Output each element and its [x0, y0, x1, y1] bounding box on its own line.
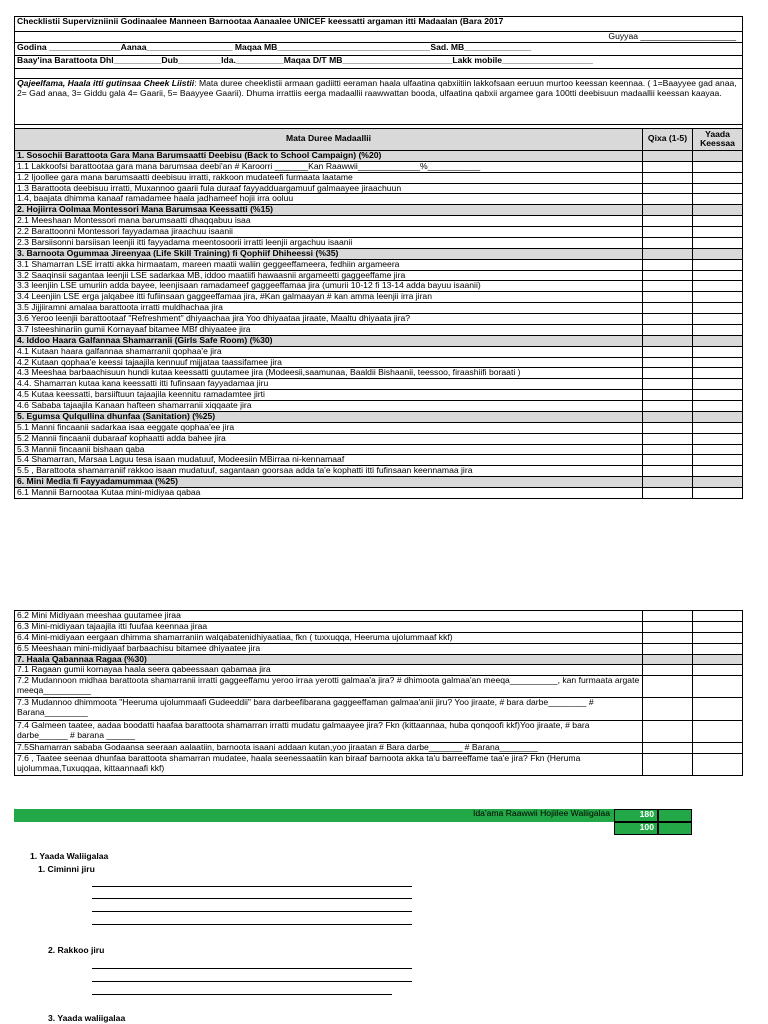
checklist-row: [15, 455, 743, 466]
score-cell[interactable]: [643, 698, 693, 720]
criterion-text: 7.3 Mudannoo dhimmoota "Heeruma ujolummaafi Gudeeddii" bara darbeefibarana gaggeeffaman galmaa'anii jiru? Yoo jiraate, # bara darbe________ # Barana_________: [15, 698, 643, 720]
criterion-text: 6.3 Mini-midiyaan tajaajila itti fuufaa keennaa jiraa: [15, 621, 643, 632]
score-cell[interactable]: [643, 303, 693, 314]
criterion-text: 5.1 Manni fincaanii sadarkaa isaa eeggate qophaa'ee jira: [15, 422, 643, 433]
notes-cell[interactable]: [693, 172, 743, 183]
score-cell[interactable]: [643, 433, 693, 444]
checklist-row: [15, 346, 743, 357]
checklist-table-part1: [14, 16, 743, 499]
criterion-text: 3.3 leenjiin LSE umuriin adda bayee, leenjisaan ramadameef gaggeeffamaa jira (umurii 10-12 fi 13-14 adda bayuu isaanii): [15, 281, 643, 292]
criterion-text: 3.1 Shamarran LSE irratti akka hirmaatam, mareen maatii waliin geggeeffameera, fedhiin argameera: [15, 259, 643, 270]
totals-label: Ida'ama Raawwii Hojiilee Waliigalaa: [14, 809, 614, 822]
notes-cell[interactable]: [693, 488, 743, 499]
date-field: Guyyaa ____________________: [15, 32, 743, 43]
criterion-text: 6.1 Mannii Barnootaa Kutaa mini-midiyaa qabaa: [15, 488, 643, 499]
criterion-text: 1.2 Ijoollee gara mana barumsaatti deebisuu irratti, rakkoon mudateefi furmaata laatame: [15, 172, 643, 183]
score-cell[interactable]: [643, 632, 693, 643]
section-title: 2. Hojiirra Oolmaa Montessori Mana Barumsaa Keessatti (%15): [15, 205, 643, 216]
checklist-row: [15, 303, 743, 314]
section-title: 1. Sosochii Barattoota Gara Mana Barumsaatti Deebisu (Back to School Campaign) (%20): [15, 150, 643, 161]
notes-cell[interactable]: [693, 324, 743, 335]
notes-cell[interactable]: [693, 611, 743, 622]
notes-cell[interactable]: [693, 643, 743, 654]
criterion-text: 5.4 Shamarran, Marsaa Laguu tesa isaan mudatuuf, Modeesiin MBirraa ni-kennamaaf: [15, 455, 643, 466]
criterion-text: 5.2 Mannii fincaanii dubaraaf kophaatti adda bahee jira: [15, 433, 643, 444]
totals-empty-cell: [658, 822, 692, 835]
score-cell[interactable]: [643, 216, 693, 227]
checklist-row: [15, 676, 743, 698]
checklist-row: [15, 379, 743, 390]
notes-cell[interactable]: [693, 270, 743, 281]
notes-cell[interactable]: [693, 314, 743, 325]
checklist-row: [15, 444, 743, 455]
notes-cell[interactable]: [693, 281, 743, 292]
notes-cell: [693, 411, 743, 422]
criterion-text: 5.5 , Barattoota shamarraniif rakkoo isaan mudatuuf, sagantaan goorsaa adda ta'e kophatti itti fufinsaan keennamaa jira: [15, 466, 643, 477]
notes-cell[interactable]: [693, 720, 743, 742]
notes-cell[interactable]: [693, 183, 743, 194]
section-header-row: [15, 248, 743, 259]
checklist-row: [15, 314, 743, 325]
checklist-row: [15, 466, 743, 477]
notes-cell: [693, 654, 743, 665]
notes-cell[interactable]: [693, 216, 743, 227]
criterion-text: 2.3 Barsiisonni barsiisan leenjii itti fayyadama meentosoorii irratti leenjii argachuu isaanii: [15, 237, 643, 248]
criterion-text: 2.1 Meeshaan Montessori mana barumsaatti dhaqqabuu isaa: [15, 216, 643, 227]
criterion-text: 4.3 Meeshaa barbaachisuun hundi kutaa keessatti guutamee jira (Modeesii,saamunaa, Baaldii Bishaanii, teessoo, firaashiifi boraati ): [15, 368, 643, 379]
criterion-text: 4.4. Shamarran kutaa kana keessatti itti fufinsaan fayyadamaa jiru: [15, 379, 643, 390]
criterion-text: 1.4, baajata dhimma kanaaf ramadamee haala jadhameef hojii irra ooluu: [15, 194, 643, 205]
notes-cell[interactable]: [693, 227, 743, 238]
score-cell[interactable]: [643, 172, 693, 183]
criterion-text: 4.1 Kutaan haara galfannaa shamarranii qophaa'e jira: [15, 346, 643, 357]
score-cell[interactable]: [643, 368, 693, 379]
section-header-row: [15, 411, 743, 422]
score-cell[interactable]: [643, 292, 693, 303]
section-header-row: [15, 654, 743, 665]
score-cell: [643, 654, 693, 665]
column-header-notes: Yaada Keessaa: [693, 128, 743, 150]
section-header-row: [15, 335, 743, 346]
criterion-text: 7.6 , Taatee seenaa dhunfaa barattoota shamarran mudatee, haala seenessaatiin kan biraaf barnoota akka ta'u barreeffame taa'e jira? Fkn (Heruma ujolummaa,Tuxuqqaa, kittaannaafi kkf): [15, 753, 643, 775]
section-title: 3. Barnoota Ogummaa Jireenyaa (Life Skill Training) fi Qophiif Dhiheessi (%35): [15, 248, 643, 259]
totals-normalized-score: 100: [614, 822, 658, 835]
score-cell[interactable]: [643, 161, 693, 172]
checklist-row: [15, 292, 743, 303]
section-title: 7. Haala Qabannaa Ragaa (%30): [15, 654, 643, 665]
problems-line-1[interactable]: [92, 968, 412, 969]
criterion-text: 4.6 Sababa tajaajila Kanaan hafteen shamarranii xiqqaate jira: [15, 401, 643, 412]
checklist-row: [15, 698, 743, 720]
score-cell[interactable]: [643, 676, 693, 698]
notes-cell: [693, 248, 743, 259]
criterion-text: 2.2 Barattoonni Montessori fayyadamaa jiraachuu isaanii: [15, 227, 643, 238]
notes-cell[interactable]: [693, 422, 743, 433]
totals-empty-cell: [658, 809, 692, 822]
criterion-text: 1.1 Lakkoofsi barattootaa gara mana barumsaa deebi'an # Karoorri _______Kan Raawwii_____________%___________: [15, 161, 643, 172]
checklist-row: [15, 324, 743, 335]
notes-cell[interactable]: [693, 433, 743, 444]
score-cell[interactable]: [643, 314, 693, 325]
criterion-text: 7.2 Mudannoon midhaa barattoota shamarranii irratti gaggeeffamu yeroo irraa yerotti galmaa'a jira? # dhimoota galmaa'an meeqa__________, kan furmaata argate meeqa__________: [15, 676, 643, 698]
notes-cell[interactable]: [693, 346, 743, 357]
notes-cell[interactable]: [693, 303, 743, 314]
score-cell[interactable]: [643, 742, 693, 753]
document-title: Checklistii Supervizniinii Godinaalee Manneen Barnootaa Aanaalee UNICEF keessatti argaman itti Madaalan (Bara 2017: [15, 17, 743, 32]
criterion-text: 4.2 Kutaan qophaa'e keessi tajaajila kennuuf mijjataa taassifamee jira: [15, 357, 643, 368]
location-fields: Godina _______________Aanaa__________________ Maqaa MB________________________________Sad. MB______________: [15, 42, 743, 55]
score-cell: [643, 248, 693, 259]
checklist-row: [15, 368, 743, 379]
section-title: 6. Mini Media fi Fayyadamummaa (%25): [15, 477, 643, 488]
notes-cell[interactable]: [693, 466, 743, 477]
totals-block: [14, 809, 742, 835]
score-cell[interactable]: [643, 390, 693, 401]
notes-cell[interactable]: [693, 401, 743, 412]
score-cell[interactable]: [643, 621, 693, 632]
checklist-row: [15, 357, 743, 368]
criterion-text: 6.5 Meeshaan mini-midiyaaf barbaachisu bitamee dhiyaatee jira: [15, 643, 643, 654]
score-cell[interactable]: [643, 357, 693, 368]
score-cell[interactable]: [643, 259, 693, 270]
section-title: 5. Egumsa Qulqullina dhunfaa (Sanitation) (%25): [15, 411, 643, 422]
checklist-row: [15, 632, 743, 643]
criterion-text: 7.5Shamarran sababa Godaansa seeraan aalaatiin, barnoota isaani addaan kutan,yoo jiraatan # Bara darbe_______ # Barana________: [15, 742, 643, 753]
score-cell[interactable]: [643, 753, 693, 775]
score-cell[interactable]: [643, 422, 693, 433]
notes-cell[interactable]: [693, 621, 743, 632]
column-header-score: Qixa (1-5): [643, 128, 693, 150]
checklist-row: [15, 281, 743, 292]
checklist-row: [15, 390, 743, 401]
score-cell[interactable]: [643, 401, 693, 412]
section-header-row: [15, 150, 743, 161]
notes-cell: [693, 205, 743, 216]
notes-cell[interactable]: [693, 368, 743, 379]
score-cell[interactable]: [643, 281, 693, 292]
notes-cell[interactable]: [693, 357, 743, 368]
section-title: 4. Iddoo Haara Galfannaa Shamarranii (Girls Safe Room) (%30): [15, 335, 643, 346]
checklist-row: [15, 720, 743, 742]
score-cell[interactable]: [643, 720, 693, 742]
score-cell: [643, 205, 693, 216]
instructions-label: Qajeelfama, Haala itti gutinsaa Cheek Liistii: [17, 78, 195, 88]
checklist-table-part2: [14, 610, 743, 776]
criterion-text: 3.6 Yeroo leenjii barattootaaf "Refreshment" dhiyaachaa jira Yoo dhiyaataa jiraate, Maaltu dhiyaata jira?: [15, 314, 643, 325]
totals-raw-score: 180: [614, 809, 658, 822]
column-header-topic: Mata Duree Madaallii: [15, 128, 643, 150]
checklist-row: [15, 227, 743, 238]
criterion-text: 6.2 Mini Midiyaan meeshaa guutamee jiraa: [15, 611, 643, 622]
notes-cell[interactable]: [693, 237, 743, 248]
score-cell[interactable]: [643, 194, 693, 205]
notes-cell[interactable]: [693, 665, 743, 676]
strengths-line-4[interactable]: [92, 924, 412, 925]
checklist-row: [15, 643, 743, 654]
checklist-row: [15, 401, 743, 412]
notes-cell: [693, 335, 743, 346]
score-cell[interactable]: [643, 611, 693, 622]
notes-cell[interactable]: [693, 742, 743, 753]
score-cell: [643, 150, 693, 161]
criterion-text: 7.1 Ragaan gumii kornayaa haala seera qabeessaan qabamaa jira: [15, 665, 643, 676]
checklist-row: [15, 422, 743, 433]
score-cell[interactable]: [643, 466, 693, 477]
notes-strengths-label: 1. Ciminni jiru: [38, 864, 95, 874]
criterion-text: 3.4 Leenjiin LSE erga jalqabee itti fufiinsaan gaggeeffamaa jira, #Kan galmaayan # kan amma leenjii irra jiran: [15, 292, 643, 303]
score-cell: [643, 411, 693, 422]
criterion-text: 6.4 Mini-midiyaan eergaan dhimma shamarraniin walqabatenidhiyaatiaa, fkn ( tuxxuqqa, Heeruma ujolummaaf kkf): [15, 632, 643, 643]
notes-cell[interactable]: [693, 379, 743, 390]
score-cell[interactable]: [643, 455, 693, 466]
instructions-block: [15, 78, 743, 124]
strengths-line-2[interactable]: [92, 898, 412, 899]
score-cell[interactable]: [643, 237, 693, 248]
checklist-row: [15, 259, 743, 270]
problems-line-3[interactable]: [92, 994, 392, 995]
score-cell[interactable]: [643, 488, 693, 499]
criterion-text: 5.3 Mannii fincaanii bishaan qaba: [15, 444, 643, 455]
score-cell[interactable]: [643, 227, 693, 238]
score-cell: [643, 335, 693, 346]
score-cell[interactable]: [643, 643, 693, 654]
notes-cell: [693, 477, 743, 488]
notes-cell[interactable]: [693, 292, 743, 303]
criterion-text: 3.7 Isteeshinariin gumii Kornayaaf bitamee MBf dhiyaatee jira: [15, 324, 643, 335]
notes-problems-label: 2. Rakkoo jiru: [48, 945, 105, 955]
notes-heading: 1. Yaada Waliigalaa: [30, 851, 109, 861]
score-cell: [643, 477, 693, 488]
checklist-row: [15, 433, 743, 444]
checklist-row: [15, 665, 743, 676]
notes-cell: [693, 150, 743, 161]
checklist-row: [15, 488, 743, 499]
strengths-line-3[interactable]: [92, 911, 412, 912]
score-cell[interactable]: [643, 379, 693, 390]
checklist-row: [15, 611, 743, 622]
spacer-row: [15, 68, 743, 78]
score-cell[interactable]: [643, 444, 693, 455]
notes-cell[interactable]: [693, 632, 743, 643]
checklist-row: [15, 621, 743, 632]
enrollment-fields: Baay'ina Barattoota Dhl__________Dub_________Ida.__________Maqaa D/T MB_______________________Lakk mobile___________________: [15, 55, 743, 68]
score-cell[interactable]: [643, 346, 693, 357]
notes-cell[interactable]: [693, 455, 743, 466]
criterion-text: 1.3 Barattoota deebisuu irratti, Muxannoo gaarii fula duraaf fayyadduargamuuf galmaayee jiraachuun: [15, 183, 643, 194]
score-cell[interactable]: [643, 324, 693, 335]
checklist-row: [15, 161, 743, 172]
checklist-row: [15, 237, 743, 248]
notes-cell[interactable]: [693, 259, 743, 270]
notes-cell[interactable]: [693, 161, 743, 172]
section-header-row: [15, 477, 743, 488]
checklist-row: [15, 183, 743, 194]
criterion-text: 7.4 Galmeen taatee, aadaa boodatti haafaa barattoota shamarran irratti mudatu galmaayee jira? Fkn (kittaannaa, huba qonqoofi kkf)Yoo jiraate, # bara darbe______ # barana ______: [15, 720, 643, 742]
notes-general-label: 3. Yaada waliigalaa: [48, 1013, 126, 1023]
checklist-row: [15, 742, 743, 753]
notes-cell[interactable]: [693, 698, 743, 720]
checklist-row: [15, 270, 743, 281]
instructions-text: : Mata duree cheeklistii armaan gadiitti eeraman haala ulfaatina qabxiitiin lakkofsaan eeruun murtoo keessan keennaa. ( 1=Baayyee gad anaa, 2= Gad anaa, 3= Giddu gala 4= Gaarii, 5= Baayyee Gaarii). Dhuma irrattiis eerga madaallii raawwattan booda, ulfaatina qabxii argamee gara 100tti deebisuun madaallii keessan kaayaa.: [17, 78, 737, 98]
notes-cell[interactable]: [693, 390, 743, 401]
checklist-row: [15, 216, 743, 227]
checklist-row: [15, 172, 743, 183]
strengths-line-1[interactable]: [92, 886, 412, 887]
score-cell[interactable]: [643, 270, 693, 281]
score-cell[interactable]: [643, 183, 693, 194]
criterion-text: 3.2 Saaqinsii sagantaa leenjii LSE sadarkaa MB, iddoo maatiifi hawaasnii argameetti gaggeeffame jira: [15, 270, 643, 281]
criterion-text: 4.5 Kutaa keessatti, barsiiftuun tajaajila keennitu ramadamtee jirti: [15, 390, 643, 401]
notes-cell[interactable]: [693, 753, 743, 775]
notes-cell[interactable]: [693, 194, 743, 205]
problems-line-2[interactable]: [92, 981, 412, 982]
notes-cell[interactable]: [693, 676, 743, 698]
score-cell[interactable]: [643, 665, 693, 676]
checklist-row: [15, 194, 743, 205]
notes-cell[interactable]: [693, 444, 743, 455]
criterion-text: 3.5 Jijjiiramni amalaa barattoota irratti muldhachaa jira: [15, 303, 643, 314]
section-header-row: [15, 205, 743, 216]
checklist-row: [15, 753, 743, 775]
